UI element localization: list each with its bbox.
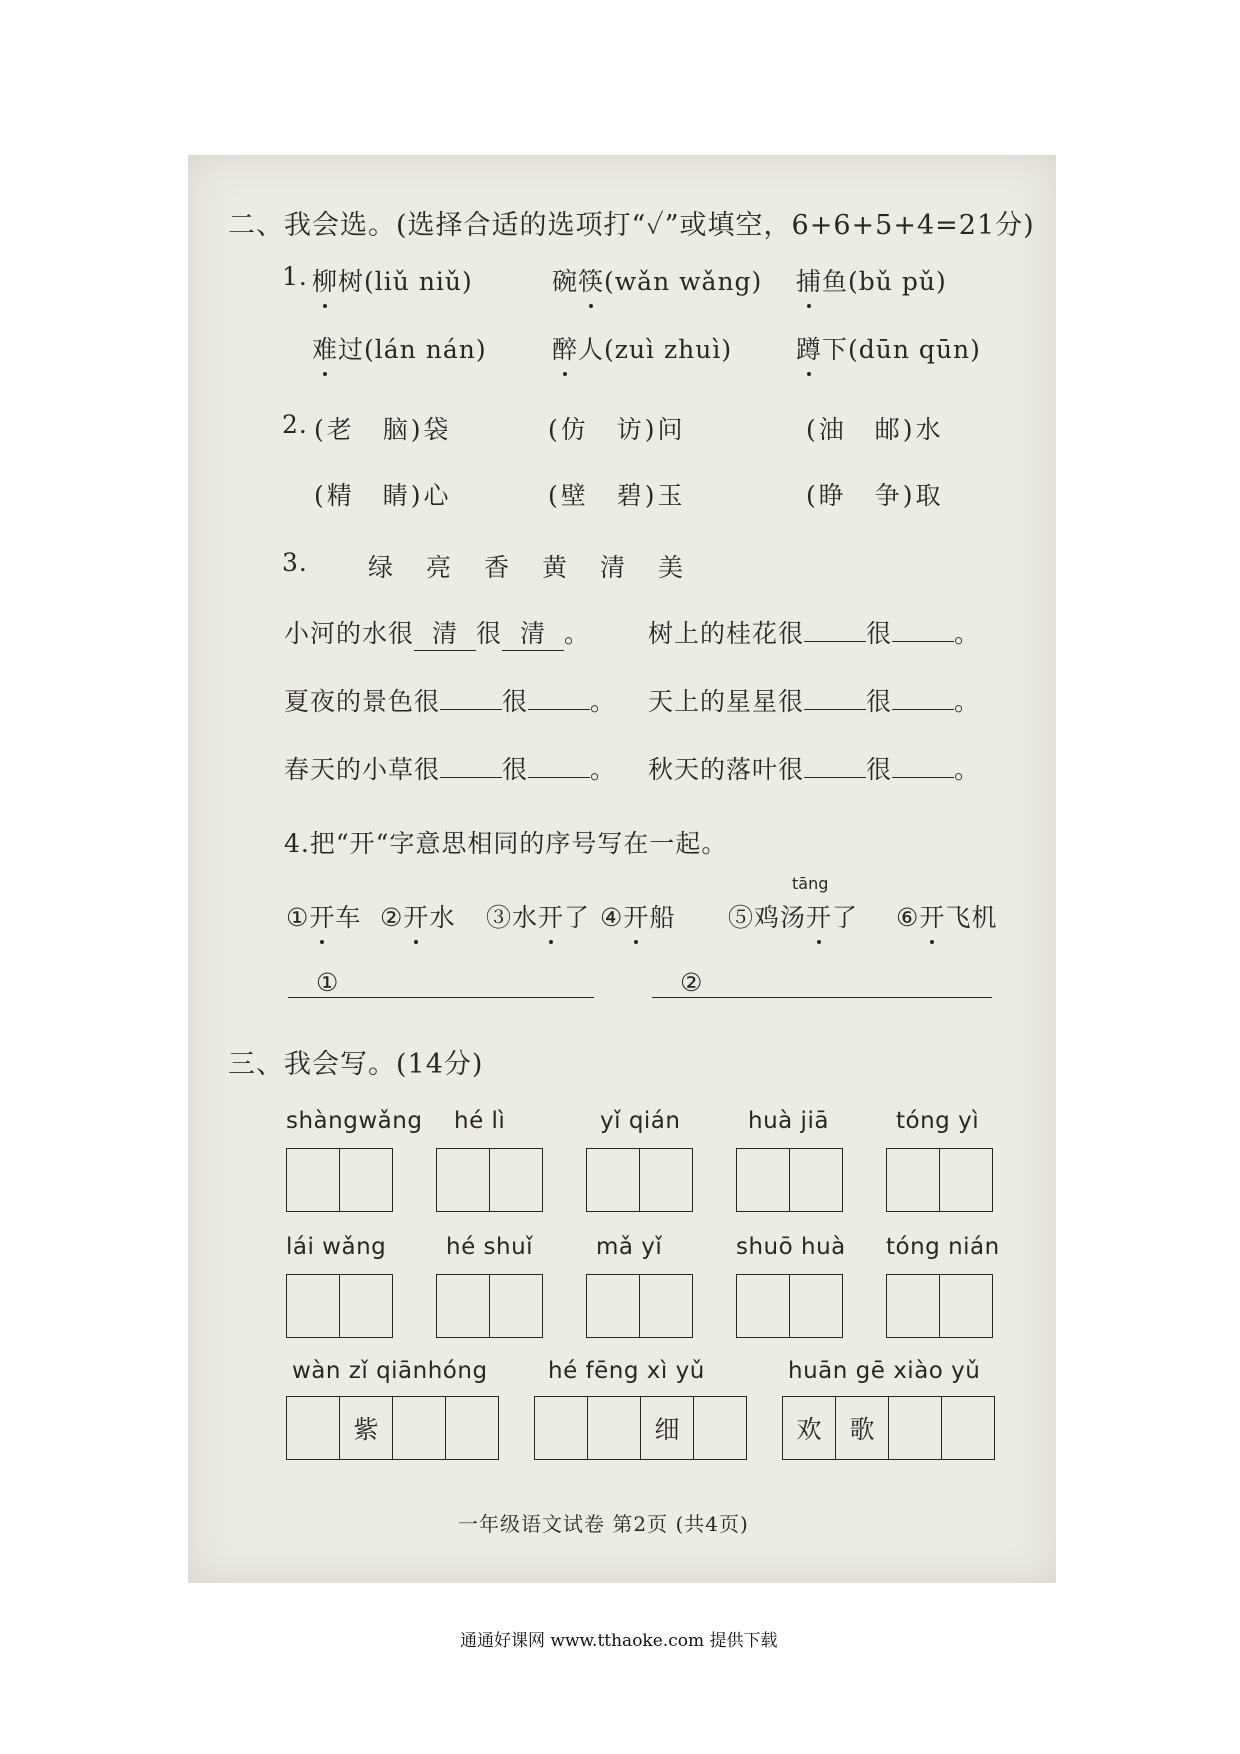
q3-text: 秋天的落叶很 — [648, 755, 805, 784]
q4-option-number: ⑥ — [896, 903, 920, 932]
writing-cell[interactable]: 紫 — [339, 1396, 393, 1460]
q4-post: 船 — [649, 903, 676, 932]
q4-dotted-char: 开 — [919, 898, 945, 934]
q3-mid: 很 — [502, 687, 529, 716]
q3-text: 小河的水很 — [284, 619, 415, 648]
q3-end: 。 — [564, 619, 591, 648]
q3-blank[interactable] — [892, 641, 954, 642]
word-pinyin: lái wǎng — [286, 1234, 387, 1260]
download-credit: 通通好课网 www.tthaoke.com 提供下载 — [460, 1631, 778, 1651]
writing-cell[interactable] — [489, 1274, 543, 1338]
q1-dotted-char: 柳 — [312, 262, 338, 298]
q4-pre: 鸡汤 — [754, 903, 807, 932]
q1-pinyin-options: (bǔ pǔ) — [848, 267, 947, 296]
q4-dotted-char: 开 — [623, 898, 649, 934]
q2-suffix: 取 — [915, 481, 944, 510]
word-pinyin: hé fēng xì yǔ — [548, 1358, 705, 1384]
word-pinyin: wàn zǐ qiānhóng — [292, 1358, 488, 1384]
q4-option-number: ② — [380, 903, 404, 932]
q3-blank[interactable] — [892, 777, 954, 778]
q4-option — [728, 898, 858, 934]
q1-item — [312, 262, 473, 298]
q2-options: (精 睛) — [314, 481, 424, 510]
q4-pre: 水 — [512, 903, 539, 932]
q4-answer-2[interactable] — [652, 968, 992, 998]
writing-cell[interactable] — [939, 1274, 993, 1338]
writing-cell[interactable] — [586, 1274, 640, 1338]
q4-post: 了 — [564, 903, 591, 932]
q4-dotted-char: 开 — [538, 898, 564, 934]
q3-sentence — [648, 614, 980, 650]
q3-text: 夏夜的景色很 — [284, 687, 441, 716]
q1-item — [796, 262, 947, 298]
q3-blank[interactable] — [440, 777, 502, 778]
q3-sentence — [648, 750, 980, 786]
q3-sentence — [648, 682, 980, 718]
q3-blank[interactable]: 清 — [502, 614, 564, 651]
writing-cell[interactable] — [736, 1148, 790, 1212]
writing-cell[interactable] — [489, 1148, 543, 1212]
q2-suffix: 袋 — [423, 415, 452, 444]
q3-end: 。 — [954, 687, 981, 716]
q3-blank[interactable] — [440, 709, 502, 710]
q4-post: 车 — [335, 903, 362, 932]
writing-cell[interactable] — [587, 1396, 641, 1460]
answer-2-label: ② — [680, 968, 704, 997]
q1-pinyin-options: (liǔ niǔ) — [364, 267, 473, 296]
q2-options: (仿 访) — [548, 415, 658, 444]
q1-pre: 碗 — [552, 267, 579, 296]
q2-number: 2. — [282, 410, 308, 439]
q4-option-number: ⑤ — [728, 903, 755, 932]
q4-option — [896, 898, 997, 934]
q3-word-bank: 绿 亮 香 黄 清 美 — [368, 553, 688, 582]
q2-suffix: 问 — [657, 415, 686, 444]
word-pinyin: huān gē xiào yǔ — [788, 1358, 981, 1384]
q2-options: (壁 碧) — [548, 481, 658, 510]
writing-cell[interactable] — [436, 1148, 490, 1212]
q3-sentence — [284, 682, 616, 718]
writing-cell[interactable] — [736, 1274, 790, 1338]
writing-cell[interactable] — [789, 1148, 843, 1212]
q2-item[interactable] — [548, 410, 686, 446]
q3-sentence — [284, 750, 616, 786]
q3-blank[interactable] — [804, 777, 866, 778]
q4-option-number: ④ — [600, 903, 624, 932]
q2-suffix: 玉 — [657, 481, 686, 510]
q4-post: 了 — [832, 903, 859, 932]
q1-dotted-char: 难 — [312, 330, 338, 366]
q2-item[interactable] — [806, 410, 944, 446]
q1-item — [552, 262, 762, 298]
q1-dotted-char: 醉 — [552, 330, 578, 366]
writing-cell[interactable] — [339, 1274, 393, 1338]
page-footer: 一年级语文试卷 第2页 (共4页) — [458, 1512, 749, 1536]
q3-sentence — [284, 614, 590, 651]
writing-cell[interactable] — [886, 1148, 940, 1212]
q4-answer-1[interactable] — [288, 968, 594, 998]
q1-pinyin-options: (wǎn wǎng) — [604, 267, 763, 296]
q3-blank[interactable] — [528, 777, 590, 778]
q3-text: 天上的星星很 — [648, 687, 805, 716]
q1-dotted-char: 筷 — [578, 262, 604, 298]
q2-options: (油 邮) — [806, 415, 916, 444]
q2-options: (睁 争) — [806, 481, 916, 510]
writing-cell[interactable] — [436, 1274, 490, 1338]
q4-option-number: ① — [286, 903, 310, 932]
writing-cell[interactable]: 歌 — [835, 1396, 889, 1460]
q4-dotted-char: 开 — [309, 898, 335, 934]
q4-instruction: 4.把“开“字意思相同的序号写在一起。 — [284, 829, 728, 858]
q2-item[interactable] — [806, 476, 944, 512]
q1-post: 人 — [578, 335, 605, 364]
q3-end: 。 — [954, 755, 981, 784]
q2-item[interactable] — [314, 476, 452, 512]
writing-cell[interactable]: 欢 — [782, 1396, 836, 1460]
q1-post: 过 — [338, 335, 365, 364]
q3-end: 。 — [590, 687, 617, 716]
section-3-title: 三、我会写。(14分) — [228, 1049, 484, 1080]
tang-pinyin: tāng — [792, 874, 829, 893]
q4-option — [600, 898, 675, 934]
writing-cell[interactable] — [639, 1148, 693, 1212]
q4-option — [486, 898, 590, 934]
q3-mid: 很 — [866, 687, 893, 716]
writing-cell[interactable] — [392, 1396, 446, 1460]
q2-suffix: 心 — [423, 481, 452, 510]
writing-cell[interactable] — [586, 1148, 640, 1212]
q4-option — [380, 898, 455, 934]
q4-post: 水 — [429, 903, 456, 932]
q3-number: 3. — [282, 548, 308, 577]
q1-item — [552, 330, 732, 366]
q1-post: 树 — [338, 267, 365, 296]
word-pinyin: shàngwǎng — [286, 1108, 423, 1134]
writing-cell[interactable] — [286, 1274, 340, 1338]
writing-cell[interactable] — [339, 1148, 393, 1212]
word-pinyin: shuō huà — [736, 1234, 846, 1260]
q1-pinyin-options: (zuì zhuì) — [604, 335, 733, 364]
q1-item — [796, 330, 981, 366]
q3-blank[interactable] — [528, 709, 590, 710]
q2-suffix: 水 — [915, 415, 944, 444]
writing-cell[interactable] — [445, 1396, 499, 1460]
q3-mid: 很 — [476, 619, 503, 648]
word-pinyin: tóng yì — [896, 1108, 980, 1134]
q4-option-number: ③ — [486, 903, 513, 932]
q1-dotted-char: 蹲 — [796, 330, 822, 366]
word-pinyin: huà jiā — [748, 1108, 829, 1134]
q3-mid: 很 — [866, 619, 893, 648]
writing-cell[interactable] — [888, 1396, 942, 1460]
q3-blank[interactable] — [804, 641, 866, 642]
answer-1-label: ① — [316, 968, 340, 997]
writing-cell[interactable] — [286, 1396, 340, 1460]
q4-post: 飞机 — [945, 903, 998, 932]
word-pinyin: yǐ qián — [600, 1108, 681, 1134]
q1-number: 1. — [282, 262, 308, 291]
q3-mid: 很 — [502, 755, 529, 784]
writing-cell[interactable] — [789, 1274, 843, 1338]
writing-cell[interactable] — [639, 1274, 693, 1338]
q4-option — [286, 898, 361, 934]
section-2-title: 二、我会选。(选择合适的选项打“✓”或填空，6+6+5+4=21分) — [228, 210, 1035, 241]
q3-mid: 很 — [866, 755, 893, 784]
q3-text: 树上的桂花很 — [648, 619, 805, 648]
q2-item[interactable] — [314, 410, 452, 446]
q1-post: 鱼 — [822, 267, 849, 296]
q3-end: 。 — [590, 755, 617, 784]
q1-pinyin-options: (dūn qūn) — [848, 335, 981, 364]
writing-cell[interactable] — [693, 1396, 747, 1460]
writing-cell[interactable] — [886, 1274, 940, 1338]
word-pinyin: hé shuǐ — [446, 1234, 534, 1260]
word-pinyin: mǎ yǐ — [596, 1234, 663, 1260]
word-pinyin: tóng nián — [886, 1234, 1000, 1260]
writing-cell[interactable] — [286, 1148, 340, 1212]
writing-cell[interactable] — [941, 1396, 995, 1460]
writing-cell[interactable] — [534, 1396, 588, 1460]
q2-options: (老 脑) — [314, 415, 424, 444]
word-pinyin: hé lì — [454, 1108, 506, 1134]
q3-blank[interactable] — [804, 709, 866, 710]
writing-cell[interactable]: 细 — [640, 1396, 694, 1460]
q1-dotted-char: 捕 — [796, 262, 822, 298]
q1-post: 下 — [822, 335, 849, 364]
q3-text: 春天的小草很 — [284, 755, 441, 784]
q2-item[interactable] — [548, 476, 686, 512]
q1-item — [312, 330, 487, 366]
q4-dotted-char: 开 — [806, 898, 832, 934]
q3-blank[interactable] — [892, 709, 954, 710]
q3-end: 。 — [954, 619, 981, 648]
q1-pinyin-options: (lán nán) — [364, 335, 487, 364]
q3-blank[interactable]: 清 — [414, 614, 476, 651]
q4-dotted-char: 开 — [403, 898, 429, 934]
writing-cell[interactable] — [939, 1148, 993, 1212]
